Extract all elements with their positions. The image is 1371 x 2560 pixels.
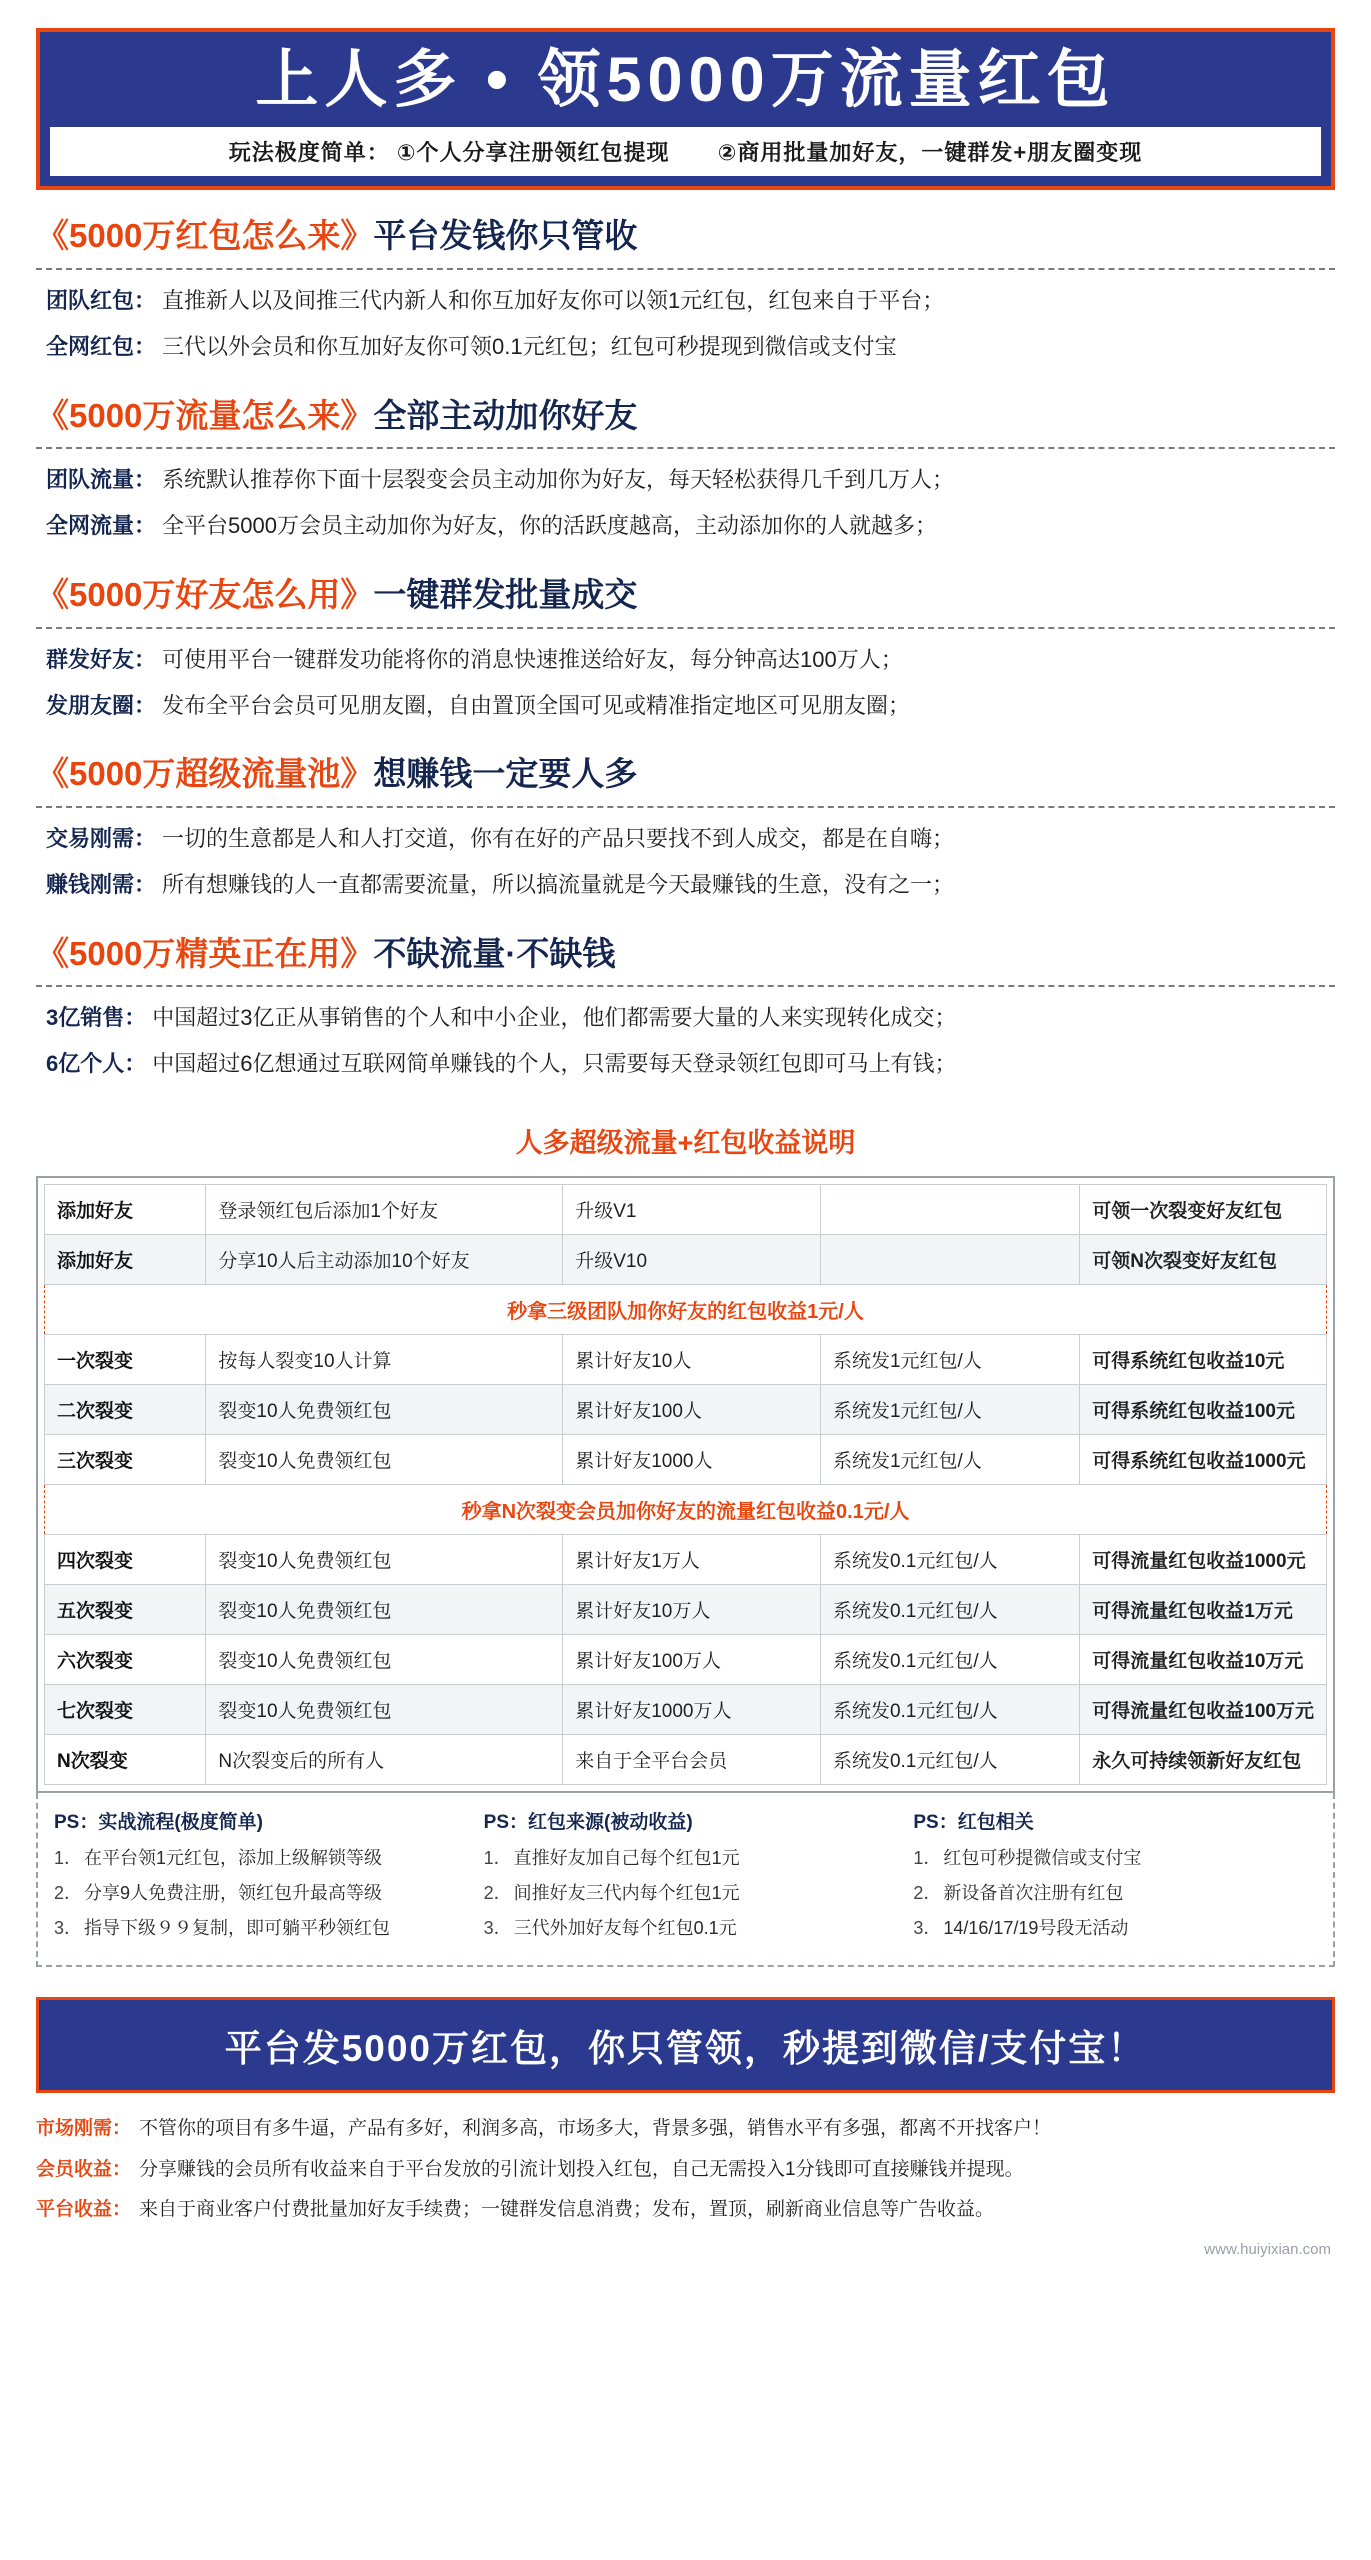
section-title (36, 396, 1335, 436)
cell-action: 裂变10人免费领红包 (206, 1535, 563, 1585)
detail-key: 发朋友圈： (46, 692, 157, 718)
ps-item (54, 1879, 458, 1905)
cell-accumulate: 升级V10 (563, 1235, 821, 1285)
section-title-red: 《5000万精英正在用》 (36, 934, 374, 972)
section-title-dark: 想赚钱一定要人多 (373, 755, 638, 793)
cell-action: 裂变10人免费领红包 (206, 1585, 563, 1635)
footer-note-row (36, 2150, 1335, 2191)
cell-accumulate: 累计好友1000人 (563, 1435, 821, 1485)
ps-item-number: 3． (483, 1918, 512, 1939)
cell-action: N次裂变后的所有人 (206, 1735, 563, 1785)
header-banner (36, 28, 1335, 190)
cell-income: 可得流量红包收益1000元 (1080, 1535, 1327, 1585)
ps-column-related (913, 1807, 1317, 1949)
detail-value: 发布全平台会员可见朋友圈，自由置顶全国可见或精准指定地区可见朋友圈； (162, 692, 911, 718)
cell-issue: 系统发1元红包/人 (820, 1435, 1079, 1485)
table-row (45, 1235, 1327, 1285)
cell-accumulate: 来自于全平台会员 (563, 1735, 821, 1785)
cell-income: 可领一次裂变好友红包 (1080, 1185, 1327, 1235)
footer-note-key: 市场刚需： (36, 2118, 132, 2140)
divider (36, 447, 1335, 449)
cell-income: 可得系统红包收益100元 (1080, 1385, 1327, 1435)
detail-key: 团队红包： (46, 287, 157, 313)
footer-note-value: 不管你的项目有多牛逼，产品有多好，利润多高，市场多大，背景多强，销售水平有多强，都离不开找客户！ (139, 2118, 1052, 2140)
table-banner-row (45, 1285, 1327, 1335)
detail-row (36, 278, 1335, 324)
benefit-table (44, 1184, 1327, 1785)
detail-row (36, 1041, 1335, 1087)
ps-item-text: 新设备首次注册有红包 (943, 1883, 1124, 1904)
footer-note-key: 平台收益： (36, 2199, 132, 2221)
cell-stage: 二次裂变 (45, 1385, 206, 1435)
footer-note-row (36, 2109, 1335, 2150)
ps-item-number: 2． (913, 1883, 942, 1904)
table-row (45, 1335, 1327, 1385)
cell-accumulate: 累计好友10人 (563, 1335, 821, 1385)
ps-item-text: 直推好友加自己每个红包1元 (513, 1848, 740, 1869)
cell-issue: 系统发0.1元红包/人 (820, 1685, 1079, 1735)
cell-issue: 系统发0.1元红包/人 (820, 1735, 1079, 1785)
cell-accumulate: 累计好友10万人 (563, 1585, 821, 1635)
cell-issue: 系统发0.1元红包/人 (820, 1635, 1079, 1685)
detail-row (36, 816, 1335, 862)
ps-item (913, 1914, 1317, 1940)
divider (36, 806, 1335, 808)
table-row (45, 1735, 1327, 1785)
detail-value: 中国超过3亿正从事销售的个人和中小企业，他们都需要大量的人来实现转化成交； (152, 1005, 957, 1031)
detail-key: 3亿销售： (46, 1005, 147, 1031)
section-title-dark: 全部主动加你好友 (373, 396, 638, 434)
detail-value: 可使用平台一键群发功能将你的消息快速推送给好友，每分钟高达100万人； (162, 646, 903, 672)
detail-key: 全网红包： (46, 333, 157, 359)
section-title (36, 754, 1335, 794)
ps-heading: PS：实战流程(极度简单) (54, 1812, 264, 1834)
banner-text: 秒拿N次裂变会员加你好友的流量红包收益0.1元/人 (45, 1485, 1327, 1535)
cell-income: 可得流量红包收益100万元 (1080, 1685, 1327, 1735)
detail-value: 直推新人以及间推三代内新人和你互加好友你可以领1元红包，红包来自于平台； (162, 287, 945, 313)
detail-key: 团队流量： (46, 467, 157, 493)
detail-key: 全网流量： (46, 513, 157, 539)
detail-value: 一切的生意都是人和人打交道，你有在好的产品只要找不到人成交，都是在自嗨； (162, 826, 955, 852)
cell-action: 分享10人后主动添加10个好友 (206, 1235, 563, 1285)
benefit-table-wrapper (36, 1176, 1335, 1793)
cell-income: 可得系统红包收益1000元 (1080, 1435, 1327, 1485)
table-banner-row (45, 1485, 1327, 1535)
ps-item-text: 在平台领1元红包，添加上级解锁等级 (84, 1848, 383, 1869)
section-title-dark: 平台发钱你只管收 (373, 217, 638, 255)
section-traffic-pool (36, 754, 1335, 907)
cell-income: 可得流量红包收益10万元 (1080, 1635, 1327, 1685)
ps-item (484, 1844, 888, 1870)
cell-accumulate: 累计好友1万人 (563, 1535, 821, 1585)
ps-item-text: 三代外加好友每个红包0.1元 (513, 1918, 737, 1939)
section-friend-usage (36, 575, 1335, 728)
table-row (45, 1435, 1327, 1485)
subtitle-prefix: 玩法极度简单： (228, 140, 390, 166)
table-row (45, 1635, 1327, 1685)
ps-item-number: 2． (54, 1883, 83, 1904)
cell-issue: 系统发0.1元红包/人 (820, 1585, 1079, 1635)
table-row (45, 1385, 1327, 1435)
cell-issue (820, 1185, 1079, 1235)
section-title-red: 《5000万红包怎么来》 (36, 217, 374, 255)
header-subtitle (50, 127, 1321, 176)
detail-row (36, 457, 1335, 503)
cell-stage: 五次裂变 (45, 1585, 206, 1635)
page-title: 上人多 • 领5000万流量红包 (255, 45, 1116, 115)
cell-stage: 四次裂变 (45, 1535, 206, 1585)
ps-item-text: 分享9人免费注册，领红包升最高等级 (84, 1883, 383, 1904)
cell-income: 可得系统红包收益10元 (1080, 1335, 1327, 1385)
ps-item (913, 1844, 1317, 1870)
section-title-red: 《5000万超级流量池》 (36, 755, 374, 793)
footer-note-row (36, 2190, 1335, 2231)
cell-stage: 一次裂变 (45, 1335, 206, 1385)
cell-action: 裂变10人免费领红包 (206, 1385, 563, 1435)
ps-item-number: 2． (483, 1883, 512, 1904)
ps-item (484, 1879, 888, 1905)
cell-stage: N次裂变 (45, 1735, 206, 1785)
footer-note-key: 会员收益： (36, 2158, 132, 2180)
ps-item-text: 指导下级９９复制，即可躺平秒领红包 (84, 1918, 390, 1939)
ps-item-number: 3． (54, 1918, 83, 1939)
table-row (45, 1585, 1327, 1635)
ps-item (913, 1879, 1317, 1905)
ps-item-number: 1． (483, 1848, 512, 1869)
ps-item-text: 14/16/17/19号段无活动 (943, 1918, 1129, 1939)
footer-note-value: 来自于商业客户付费批量加好友手续费；一键群发信息消费；发布，置顶，刷新商业信息等广告收益。 (139, 2199, 995, 2221)
cell-action: 裂变10人免费领红包 (206, 1435, 563, 1485)
detail-key: 交易刚需： (46, 826, 157, 852)
ps-heading: PS：红包来源(被动收益) (483, 1812, 693, 1834)
cell-accumulate: 累计好友100万人 (563, 1635, 821, 1685)
ps-item (484, 1914, 888, 1940)
section-elites (36, 934, 1335, 1087)
divider (36, 627, 1335, 629)
cell-action: 按每人裂变10人计算 (206, 1335, 563, 1385)
cell-accumulate: 累计好友100人 (563, 1385, 821, 1435)
section-title-red: 《5000万流量怎么来》 (36, 396, 374, 434)
divider (36, 268, 1335, 270)
detail-value: 三代以外会员和你互加好友你可领0.1元红包；红包可秒提现到微信或支付宝 (162, 333, 897, 359)
ps-item (54, 1914, 458, 1940)
cell-action: 裂变10人免费领红包 (206, 1635, 563, 1685)
ps-column-source (484, 1807, 888, 1949)
detail-value: 所有想赚钱的人一直都需要流量，所以搞流量就是今天最赚钱的生意，没有之一； (162, 871, 955, 897)
subtitle-item-1: ①个人分享注册领红包提现 (396, 140, 670, 166)
cell-stage: 六次裂变 (45, 1635, 206, 1685)
watermark: www.huiyixian.com (1204, 2240, 1331, 2258)
detail-value: 系统默认推荐你下面十层裂变会员主动加你为好友，每天轻松获得几千到几万人； (162, 467, 955, 493)
footer-note-value: 分享赚钱的会员所有收益来自于平台发放的引流计划投入红包，自己无需投入1分钱即可直接赚钱并提现。 (139, 2158, 1024, 2180)
cell-income: 永久可持续领新好友红包 (1080, 1735, 1327, 1785)
section-title-red: 《5000万好友怎么用》 (36, 576, 374, 614)
cell-stage: 七次裂变 (45, 1685, 206, 1735)
table-title: 人多超级流量+红包收益说明 (515, 1128, 856, 1159)
detail-key: 群发好友： (46, 646, 157, 672)
cell-stage: 添加好友 (45, 1235, 206, 1285)
detail-row (36, 324, 1335, 370)
section-traffic-source (36, 396, 1335, 549)
cell-accumulate: 升级V1 (563, 1185, 821, 1235)
table-row (45, 1685, 1327, 1735)
cell-issue: 系统发1元红包/人 (820, 1385, 1079, 1435)
ps-item-text: 红包可秒提微信或支付宝 (943, 1848, 1142, 1869)
detail-row (36, 683, 1335, 729)
table-row (45, 1185, 1327, 1235)
section-title-dark: 一键群发批量成交 (373, 576, 638, 614)
section-red-packet-source (36, 216, 1335, 369)
ps-heading: PS：红包相关 (913, 1812, 1034, 1834)
ps-item-number: 1． (913, 1848, 942, 1869)
cell-issue: 系统发1元红包/人 (820, 1335, 1079, 1385)
cell-stage: 添加好友 (45, 1185, 206, 1235)
detail-key: 赚钱刚需： (46, 871, 157, 897)
detail-row (36, 862, 1335, 908)
section-title (36, 216, 1335, 256)
section-title (36, 934, 1335, 974)
ps-notes (36, 1793, 1335, 1967)
detail-value: 中国超过6亿想通过互联网简单赚钱的个人，只需要每天登录领红包即可马上有钱； (152, 1051, 957, 1077)
ps-item (54, 1844, 458, 1870)
table-row (45, 1535, 1327, 1585)
detail-value: 全平台5000万会员主动加你为好友，你的活跃度越高，主动添加你的人就越多； (162, 513, 937, 539)
ps-item-number: 3． (913, 1918, 942, 1939)
detail-row (36, 637, 1335, 683)
cell-issue: 系统发0.1元红包/人 (820, 1535, 1079, 1585)
cell-stage: 三次裂变 (45, 1435, 206, 1485)
ps-column-process (54, 1807, 458, 1949)
footer-headline: 平台发5000万红包，你只管领，秒提到微信/支付宝！ (224, 2028, 1147, 2070)
cell-issue (820, 1235, 1079, 1285)
ps-item-text: 间推好友三代内每个红包1元 (513, 1883, 740, 1904)
divider (36, 985, 1335, 987)
cell-income: 可领N次裂变好友红包 (1080, 1235, 1327, 1285)
subtitle-item-2: ②商用批量加好友，一键群发+朋友圈变现 (717, 140, 1143, 166)
cell-accumulate: 累计好友1000万人 (563, 1685, 821, 1735)
cell-action: 登录领红包后添加1个好友 (206, 1185, 563, 1235)
detail-row (36, 503, 1335, 549)
section-title (36, 575, 1335, 615)
footer-banner (36, 1997, 1335, 2093)
detail-row (36, 995, 1335, 1041)
footer-notes (36, 2109, 1335, 2231)
cell-income: 可得流量红包收益1万元 (1080, 1585, 1327, 1635)
ps-item-number: 1． (54, 1848, 83, 1869)
detail-key: 6亿个人： (46, 1051, 147, 1077)
cell-action: 裂变10人免费领红包 (206, 1685, 563, 1735)
section-title-dark: 不缺流量·不缺钱 (373, 934, 616, 972)
banner-text: 秒拿三级团队加你好友的红包收益1元/人 (45, 1285, 1327, 1335)
